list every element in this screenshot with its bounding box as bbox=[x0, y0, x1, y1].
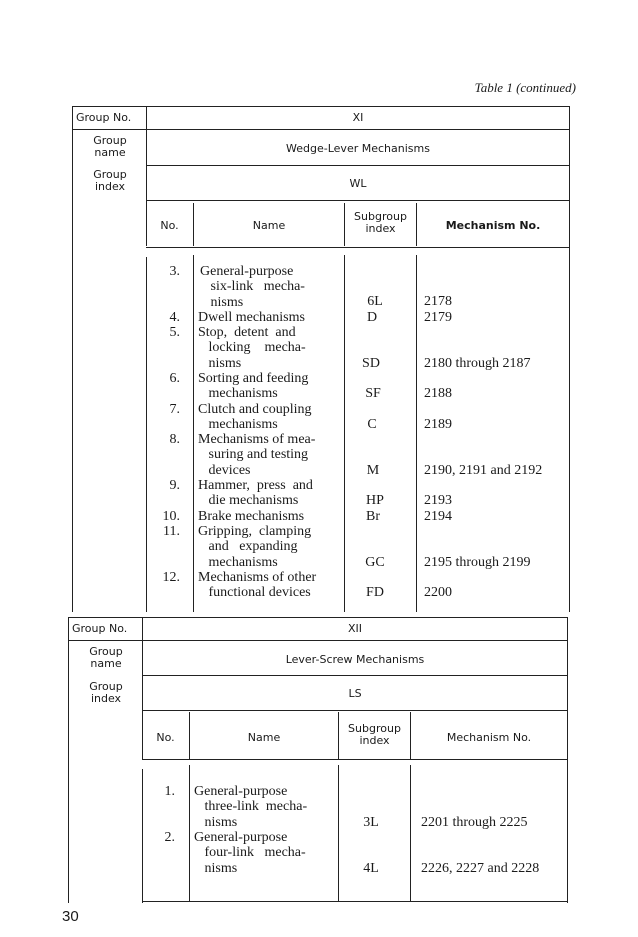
row-no: 7. bbox=[169, 402, 180, 417]
group-index-value: LS bbox=[348, 687, 362, 700]
header-mechanism-no: Mechanism No. bbox=[446, 731, 532, 744]
row-no: 5. bbox=[169, 325, 180, 340]
row-mechanism: 2201 through 2225 bbox=[421, 815, 528, 830]
row-no: 11. bbox=[163, 524, 180, 539]
row-no: 4. bbox=[169, 310, 180, 325]
header-name: Name bbox=[247, 731, 281, 744]
row-subgroup: M bbox=[366, 463, 380, 478]
row-no: 1. bbox=[164, 784, 175, 799]
row-subgroup: GC bbox=[365, 555, 385, 570]
row-subgroup: D bbox=[366, 310, 378, 325]
row-no: 9. bbox=[169, 478, 180, 493]
group-index-label: Group index bbox=[89, 680, 123, 705]
row-no: 6. bbox=[169, 371, 180, 386]
row-name: Clutch and coupling mechanisms bbox=[198, 402, 312, 433]
row-subgroup: FD bbox=[366, 585, 384, 600]
row-name: Hammer, press and die mechanisms bbox=[198, 478, 313, 509]
group-no-label: Group No. bbox=[72, 622, 128, 635]
row-subgroup: C bbox=[367, 417, 377, 432]
row-mechanism: 2200 bbox=[424, 585, 452, 600]
row-subgroup: SF bbox=[365, 386, 381, 401]
row-mechanism: 2226, 2227 and 2228 bbox=[421, 861, 540, 876]
row-name: Sorting and feeding mechanisms bbox=[198, 371, 309, 402]
row-no: 10. bbox=[162, 509, 180, 524]
row-no: 8. bbox=[169, 432, 180, 447]
group-no-value: XI bbox=[352, 111, 364, 124]
row-no: 2. bbox=[164, 830, 175, 845]
group-index-label: Group index bbox=[93, 168, 127, 193]
row-name: Brake mechanisms bbox=[198, 509, 305, 524]
row-name: Mechanisms of other functional devices bbox=[198, 570, 317, 601]
row-mechanism: 2194 bbox=[424, 509, 452, 524]
header-no: No. bbox=[156, 731, 175, 744]
row-mechanism: 2190, 2191 and 2192 bbox=[424, 463, 543, 478]
header-subgroup-index: Subgroup index bbox=[348, 722, 401, 747]
group-name-label: Group name bbox=[89, 645, 123, 670]
row-no: 3. bbox=[169, 264, 180, 279]
group-name-value: Lever-Screw Mechanisms bbox=[285, 653, 425, 666]
row-subgroup: Br bbox=[366, 509, 380, 524]
row-subgroup: HP bbox=[366, 493, 384, 508]
group-no-value: XII bbox=[347, 622, 363, 635]
header-name: Name bbox=[252, 219, 286, 232]
row-mechanism: 2188 bbox=[424, 386, 452, 401]
row-mechanism: 2178 bbox=[424, 294, 452, 309]
row-name: Mechanisms of mea- suring and testing devices bbox=[198, 432, 316, 478]
row-name: General-purpose three-link mecha- nisms bbox=[194, 784, 308, 830]
row-no: 12. bbox=[162, 570, 180, 585]
row-mechanism: 2179 bbox=[424, 310, 452, 325]
header-mechanism-no: Mechanism No. bbox=[445, 219, 541, 232]
row-subgroup: SD bbox=[362, 356, 380, 371]
row-subgroup: 4L bbox=[363, 861, 379, 876]
row-subgroup: 3L bbox=[363, 815, 379, 830]
row-name: Dwell mechanisms bbox=[198, 310, 305, 325]
group-no-label: Group No. bbox=[76, 111, 132, 124]
row-name: Gripping, clamping and expanding mechanisms bbox=[198, 524, 312, 570]
group-index-value: WL bbox=[349, 177, 367, 190]
row-name: Stop, detent and locking mecha- nisms bbox=[198, 325, 306, 371]
row-mechanism: 2195 through 2199 bbox=[424, 555, 531, 570]
group-name-value: Wedge-Lever Mechanisms bbox=[286, 142, 430, 155]
row-mechanism: 2193 bbox=[424, 493, 452, 508]
row-mechanism: 2189 bbox=[424, 417, 452, 432]
page-number: 30 bbox=[62, 908, 79, 925]
row-mechanism: 2180 through 2187 bbox=[424, 356, 531, 371]
group-name-label: Group name bbox=[93, 134, 127, 159]
table-caption: Table 1 (continued) bbox=[474, 80, 576, 95]
header-no: No. bbox=[160, 219, 179, 232]
header-subgroup-index: Subgroup index bbox=[354, 210, 407, 235]
row-name: General-purpose six-link mecha- nisms bbox=[200, 264, 305, 310]
row-subgroup: 6L bbox=[367, 294, 383, 309]
row-name: General-purpose four-link mecha- nisms bbox=[194, 830, 306, 876]
